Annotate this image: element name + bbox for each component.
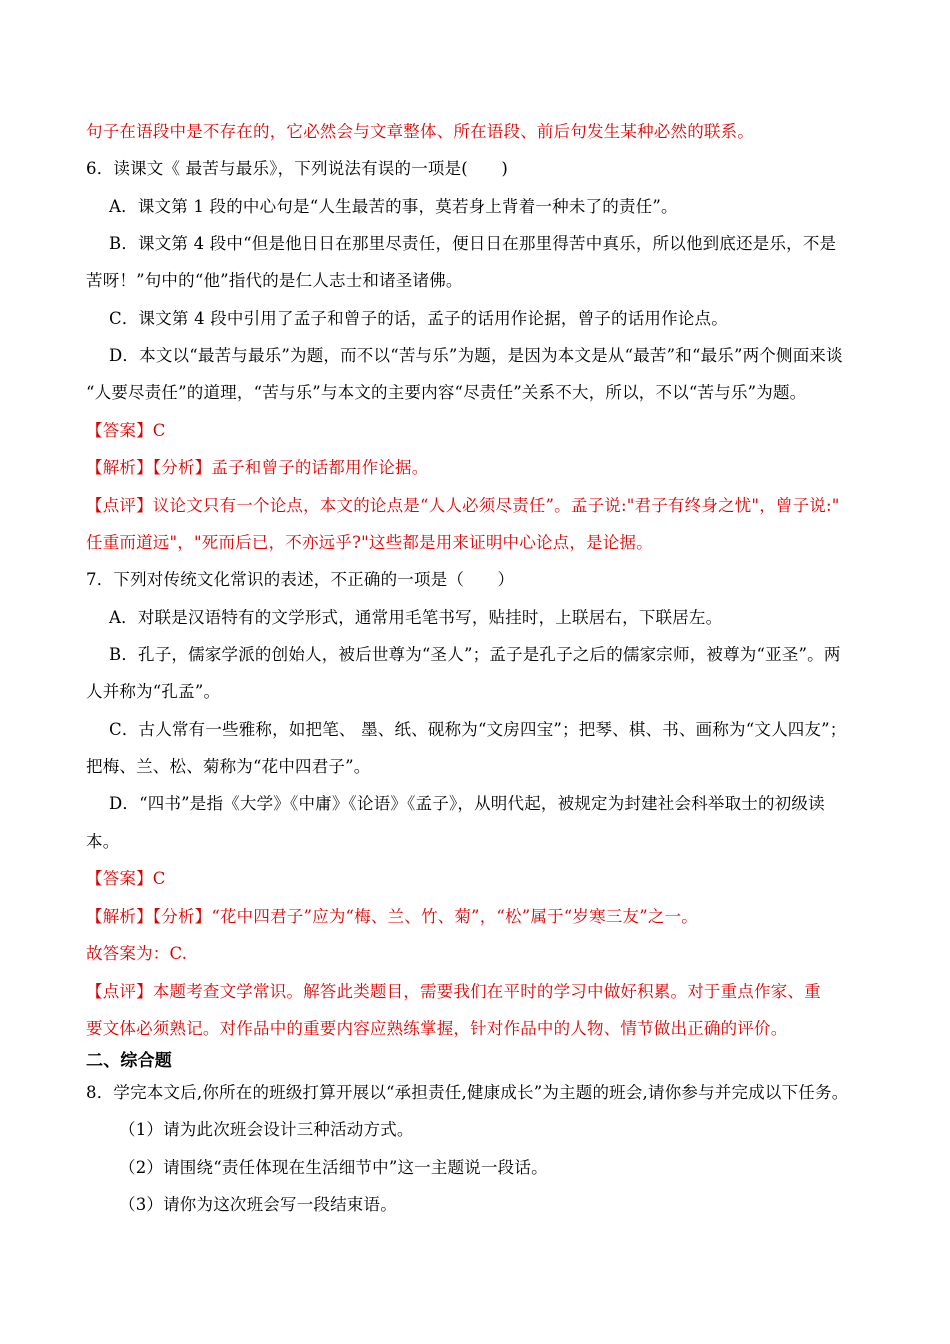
section-heading: 二、综合题 bbox=[86, 1051, 172, 1071]
question-6-analysis: 【解析】【分析】孟子和曾子的话都用作论据。 bbox=[86, 458, 429, 477]
question-7-comment: 【点评】本题考查文学常识。解答此类题目，需要我们在平时的学习中做好积累。对于重点作家、重 bbox=[86, 982, 821, 1001]
question-7-comment-cont: 要文体必须熟记。对作品中的重要内容应熟练掌握，针对作品中的人物、情节做出正确的评价。 bbox=[86, 1019, 788, 1038]
question-6-option-b-cont: 苦呀！”句中的“他”指代的是仁人志士和诸圣诸佛。 bbox=[86, 271, 463, 290]
question-6-option-d: D．本文以“最苦与最乐”为题，而不以“苦与乐”为题，是因为本文是从“最苦”和“最乐”两个侧面来谈 bbox=[109, 346, 843, 365]
question-6-option-c: C．课文第 4 段中引用了孟子和曾子的话，孟子的话用作论据，曾子的话用作论点。 bbox=[109, 309, 728, 328]
question-7-option-b-cont: 人并称为“孔孟”。 bbox=[86, 682, 221, 701]
question-7-option-b: B．孔子，儒家学派的创始人，被后世尊为“圣人”；孟子是孔子之后的儒家宗师，被尊为“亚圣”。两 bbox=[109, 645, 841, 664]
question-7-analysis: 【解析】【分析】“花中四君子”应为“梅、兰、竹、菊”，“松”属于“岁寒三友”之一。 bbox=[86, 907, 698, 926]
question-6-option-b: B．课文第 4 段中“但是他日日在那里尽责任，便日日在那里得苦中真乐，所以他到底还是乐，不是 bbox=[109, 234, 837, 253]
question-8-stem: 8．学完本文后,你所在的班级打算开展以“承担责任,健康成长”为主题的班会,请你参与并完成以下任务。 bbox=[86, 1083, 849, 1102]
question-7-option-c: C．古人常有一些雅称，如把笔、 墨、纸、砚称为“文房四宝”；把琴、棋、书、画称为“文人四友”； bbox=[109, 720, 847, 739]
question-7-conclusion: 故答案为：C. bbox=[86, 944, 188, 963]
question-7-option-d: D．“四书”是指《大学》《中庸》《论语》《孟子》，从明代起，被规定为封建社会科举取士的初级读 bbox=[109, 794, 825, 813]
answer-explanation-tail: 句子在语段中是不存在的，它必然会与文章整体、所在语段、前后句发生某种必然的联系。 bbox=[86, 122, 754, 141]
question-8-task-2: （2）请围绕“责任体现在生活细节中”这一主题说一段话。 bbox=[119, 1158, 548, 1177]
question-6-option-a: A．课文第 1 段的中心句是“人生最苦的事，莫若身上背着一种未了的责任”。 bbox=[109, 197, 678, 216]
question-6-answer: 【答案】C bbox=[86, 421, 166, 440]
question-6-comment-cont: 任重而道远"，"死而后已，不亦远乎?"这些都是用来证明中心论点，是论据。 bbox=[86, 533, 653, 552]
question-8-task-3: （3）请你为这次班会写一段结束语。 bbox=[119, 1195, 397, 1214]
question-6-option-d-cont: “人要尽责任”的道理，“苦与乐”与本文的主要内容“尽责任”关系不大，所以，不以“苦与乐”为题。 bbox=[86, 383, 807, 402]
question-6-comment: 【点评】议论文只有一个论点，本文的论点是“人人必须尽责任”。孟子说:"君子有终身之忧"，曾子说:" bbox=[86, 496, 840, 515]
question-7-option-c-cont: 把梅、兰、松、菊称为“花中四君子”。 bbox=[86, 757, 371, 776]
question-7-option-a: A．对联是汉语特有的文学形式，通常用毛笔书写，贴挂时，上联居右，下联居左。 bbox=[109, 608, 723, 627]
question-6-stem: 6．读课文《 最苦与最乐》，下列说法有误的一项是( ) bbox=[86, 159, 508, 178]
question-7-answer: 【答案】C bbox=[86, 869, 166, 888]
question-8-task-1: （1）请为此次班会设计三种活动方式。 bbox=[119, 1120, 414, 1139]
question-7-stem: 7．下列对传统文化常识的表述，不正确的一项是（ ） bbox=[86, 570, 515, 589]
question-7-option-d-cont: 本。 bbox=[86, 832, 120, 851]
